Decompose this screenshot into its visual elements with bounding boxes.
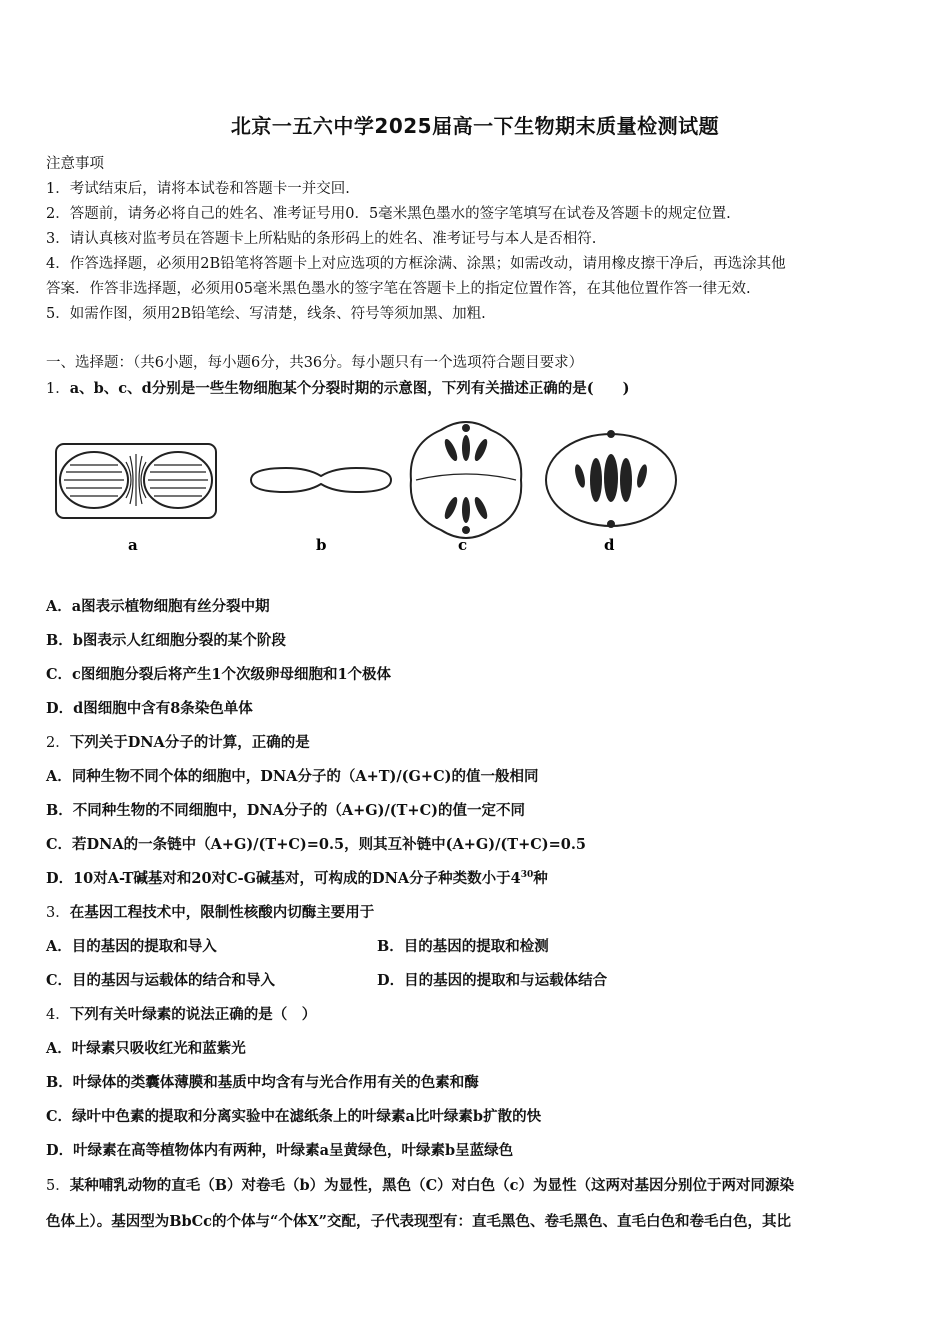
notice-item-2: 2．答题前，请务必将自己的姓名、准考证号用0．5毫米黑色墨水的签字笔填写在试卷及答题卡的规定位置. xyxy=(46,206,731,222)
q4-option-d: D．叶绿素在高等植物体内有两种，叶绿素a呈黄绿色，叶绿素b呈蓝绿色 xyxy=(46,1142,514,1159)
q3-option-c: C．目的基因与运载体的结合和导入 xyxy=(46,972,276,989)
q4-option-c: C．绿叶中色素的提取和分离实验中在滤纸条上的叶绿素a比叶绿素b扩散的快 xyxy=(46,1108,542,1125)
question-text: 下列有关叶绿素的说法正确的是（ ） xyxy=(69,1006,317,1023)
q1-option-d: D．d图细胞中含有8条染色单体 xyxy=(46,700,253,717)
q3-option-d: D．目的基因的提取和与运载体结合 xyxy=(377,972,608,989)
figure-label-d: d xyxy=(604,536,615,554)
question-number: 2． xyxy=(46,735,70,751)
figure-label-b: b xyxy=(316,536,327,554)
q2-option-d-text: D．10对A-T碱基对和20对C-G碱基对，可构成的DNA分子种类数小于4 xyxy=(46,870,521,887)
q2-option-d-exponent: 30 xyxy=(520,870,534,881)
question-4-stem xyxy=(46,1003,316,1024)
question-1-stem xyxy=(46,377,629,398)
q3-option-b: B．目的基因的提取和检测 xyxy=(377,938,549,955)
q1-option-c: C．c图细胞分裂后将产生1个次级卵母细胞和1个极体 xyxy=(46,666,392,683)
q3-option-a: A．目的基因的提取和导入 xyxy=(46,938,217,955)
page-title: 北京一五六中学2025届高一下生物期末质量检测试题 xyxy=(230,114,720,138)
question-number: 5． xyxy=(46,1178,70,1194)
question-5-stem xyxy=(46,1174,794,1195)
cell-c-diagram xyxy=(411,422,522,538)
question-number: 3． xyxy=(46,905,70,921)
cell-b-diagram xyxy=(251,468,391,492)
q2-option-a: A．同种生物不同个体的细胞中，DNA分子的（A+T)/(G+C)的值一般相同 xyxy=(46,768,539,785)
section-heading: 一、选择题：（共6小题，每小题6分，共36分。每小题只有一个选项符合题目要求） xyxy=(46,355,584,371)
notice-item-4: 4．作答选择题，必须用2B铅笔将答题卡上对应选项的方框涂满、涂黑；如需改动，请用橡皮擦干净后，再选涂其他 xyxy=(46,256,786,272)
q4-option-a: A．叶绿素只吸收红光和蓝紫光 xyxy=(46,1040,246,1057)
notice-item-5: 5．如需作图，须用2B铅笔绘、写清楚，线条、符号等须加黑、加粗. xyxy=(46,306,486,322)
q1-option-b: B．b图表示人红细胞分裂的某个阶段 xyxy=(46,632,286,649)
cell-d-diagram xyxy=(546,431,676,527)
question-text: 下列关于DNA分子的计算，正确的是 xyxy=(69,734,310,751)
notice-item-3: 3．请认真核对监考员在答题卡上所粘贴的条形码上的姓名、准考证号与本人是否相符. xyxy=(46,231,597,247)
question-number: 4． xyxy=(46,1007,70,1023)
cell-division-figure xyxy=(46,410,686,560)
question-text: 在基因工程技术中，限制性核酸内切酶主要用于 xyxy=(69,904,375,921)
q2-option-c: C．若DNA的一条链中（A+G)/(T+C)=0.5，则其互补链中(A+G)/(T+C)=0.5 xyxy=(46,836,587,853)
question-number: 1． xyxy=(46,381,70,397)
question-5-stem-cont: 色体上）。基因型为BbCc的个体与“个体X”交配，子代表现型有：直毛黑色、卷毛黑色、直毛白色和卷毛白色，其比 xyxy=(46,1213,791,1230)
cell-a-diagram xyxy=(56,444,216,518)
notice-heading: 注意事项 xyxy=(46,156,104,172)
q4-option-b: B．叶绿体的类囊体薄膜和基质中均含有与光合作用有关的色素和酶 xyxy=(46,1074,479,1091)
q2-option-d xyxy=(46,867,548,888)
question-3-stem xyxy=(46,901,374,922)
q1-option-a: A．a图表示植物细胞有丝分裂中期 xyxy=(46,598,270,615)
figure-label-c: c xyxy=(458,536,468,554)
notice-item-4-cont: 答案．作答非选择题，必须用05毫米黑色墨水的签字笔在答题卡上的指定位置作答，在其他位置作答一律无效. xyxy=(46,281,751,297)
figure-label-a: a xyxy=(128,536,138,554)
question-text: a、b、c、d分别是一些生物细胞某个分裂时期的示意图，下列有关描述正确的是( ) xyxy=(69,380,630,397)
question-text: 某种哺乳动物的直毛（B）对卷毛（b）为显性，黑色（C）对白色（c）为显性（这两对基因分别位于两对同源染 xyxy=(69,1177,794,1194)
q2-option-d-suffix: 种 xyxy=(533,870,548,887)
q2-option-b: B．不同种生物的不同细胞中，DNA分子的（A+G)/(T+C)的值一定不同 xyxy=(46,802,525,819)
notice-item-1: 1．考试结束后，请将本试卷和答题卡一并交回. xyxy=(46,181,350,197)
question-2-stem xyxy=(46,731,310,752)
